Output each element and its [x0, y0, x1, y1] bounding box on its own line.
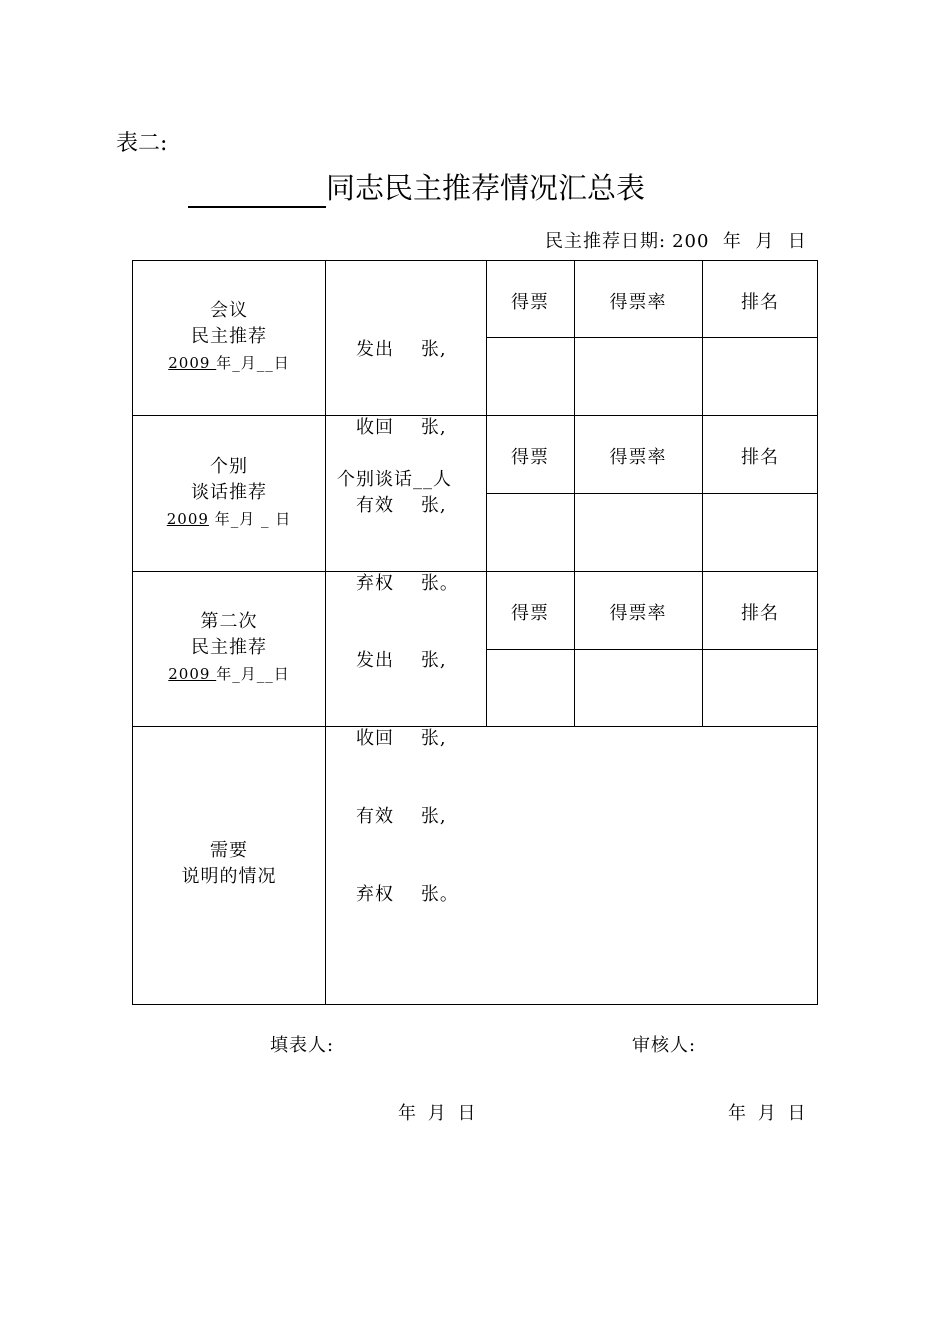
label-line: 需要 — [210, 840, 248, 861]
date-label: 民主推荐日期: — [545, 231, 667, 252]
meeting-date — [132, 350, 326, 376]
label-line: 第二次 — [200, 611, 258, 632]
interview-date — [132, 506, 326, 532]
interview-count: 个别谈话__人 — [337, 469, 452, 490]
ballot-counts — [356, 596, 459, 960]
label-line: 会议 — [210, 300, 248, 321]
filler-date: 年 月 日 — [398, 1103, 476, 1124]
reviewer-label: 审核人: — [632, 1035, 697, 1056]
ballot-abstain: 弃权 张。 — [356, 573, 459, 594]
column-divider — [486, 260, 487, 727]
label-line: 民主推荐 — [191, 637, 267, 658]
table-border-right — [817, 260, 818, 1005]
header-vote-rate: 得票率 — [609, 603, 667, 624]
label-line: 民主推荐 — [191, 326, 267, 347]
date-rest: 年_月 _ 日 — [208, 510, 292, 528]
vote-divider — [486, 649, 818, 650]
recommendation-date — [545, 227, 807, 253]
row-divider — [132, 571, 818, 572]
date-rest: 年_月__日 — [216, 354, 290, 372]
name-blank-line — [188, 168, 326, 208]
row-divider — [132, 415, 818, 416]
row-label-notes — [132, 838, 326, 890]
header-rank: 排名 — [741, 603, 779, 624]
header-votes: 得票 — [511, 447, 549, 468]
row-label-interview — [132, 454, 326, 532]
ballot-valid: 有效 张, — [356, 806, 447, 827]
table-border-top — [132, 260, 818, 261]
summary-table — [132, 260, 818, 1005]
column-divider — [702, 260, 703, 727]
row-label-meeting — [132, 298, 326, 376]
date-value: 200 年 月 日 — [672, 231, 807, 252]
label-line: 个别 — [210, 456, 248, 477]
ballot-issued: 发出 张, — [356, 339, 447, 360]
date-year: 2009 — [166, 510, 209, 528]
header-rank: 排名 — [741, 292, 779, 313]
header-vote-rate: 得票率 — [609, 447, 667, 468]
table-label: 表二: — [116, 131, 168, 156]
header-rank: 排名 — [741, 447, 779, 468]
ballot-returned: 收回 张, — [356, 728, 447, 749]
header-votes: 得票 — [511, 292, 549, 313]
document-title: 同志民主推荐情况汇总表 — [326, 171, 646, 205]
row-divider — [132, 726, 818, 727]
ballot-issued: 发出 张, — [356, 650, 447, 671]
ballot-valid: 有效 张, — [356, 495, 447, 516]
header-vote-rate: 得票率 — [609, 292, 667, 313]
reviewer-date: 年 月 日 — [728, 1103, 806, 1124]
table-border-bottom — [132, 1004, 818, 1005]
ballot-returned: 收回 张, — [356, 417, 447, 438]
label-line: 谈话推荐 — [191, 482, 267, 503]
vote-divider — [486, 493, 818, 494]
label-line: 说明的情况 — [181, 866, 277, 887]
header-votes: 得票 — [511, 603, 549, 624]
date-rest: 年_月__日 — [216, 665, 290, 683]
column-divider — [574, 260, 575, 727]
filler-label: 填表人: — [270, 1035, 335, 1056]
second-date — [132, 661, 326, 687]
date-year: 2009 — [168, 665, 217, 683]
ballot-abstain: 弃权 张。 — [356, 884, 459, 905]
vote-divider — [486, 337, 818, 338]
row-label-second — [132, 609, 326, 687]
date-year: 2009 — [168, 354, 217, 372]
